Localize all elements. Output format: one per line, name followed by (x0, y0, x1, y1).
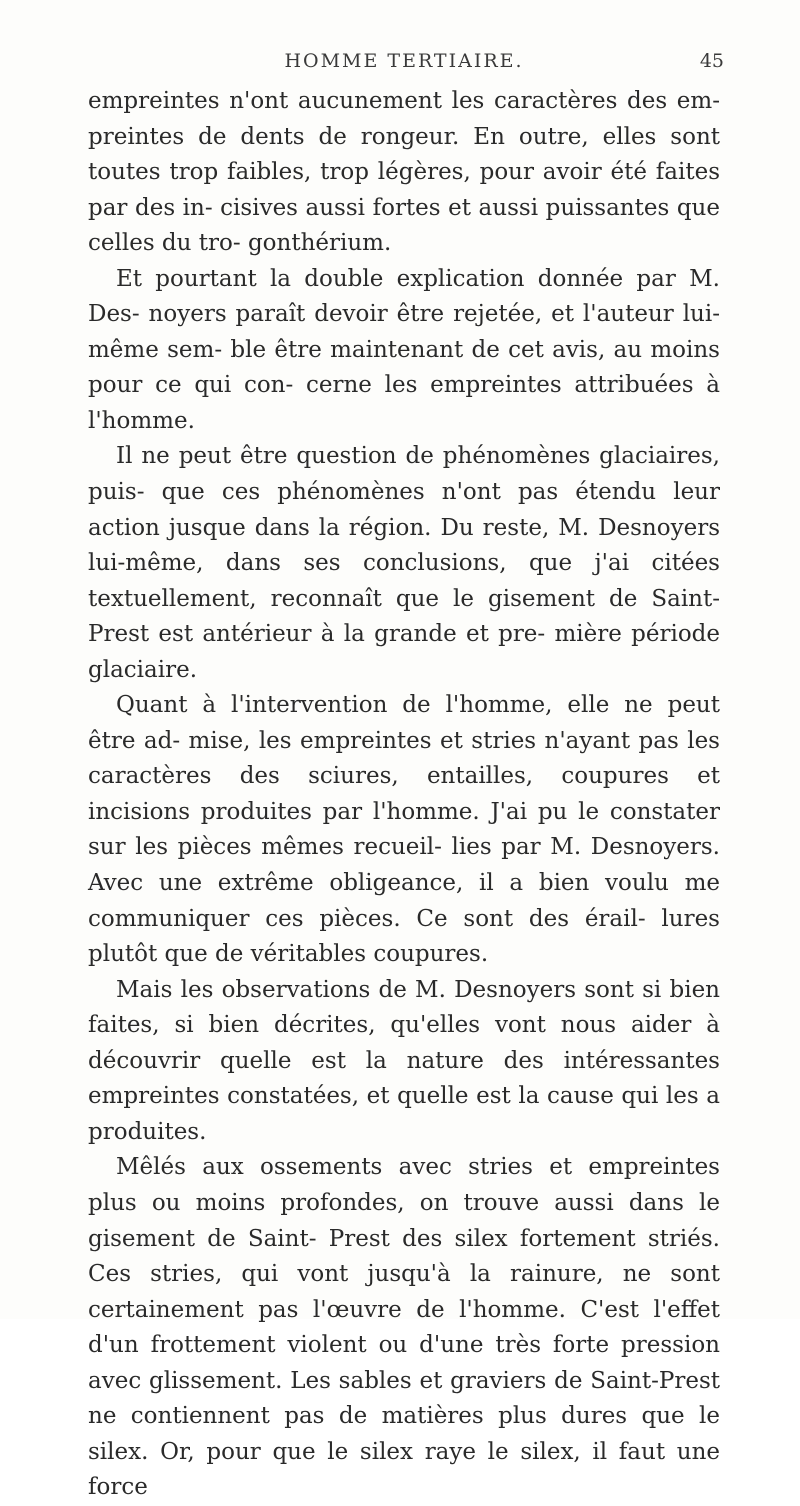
paragraph-3: Il ne peut être question de phénomènes glaciaires, puis- que ces phénomènes n'ont pas étendu leur action jusque dans la région. Du reste, M. Desnoyers lui-même, dans ses conclusions, que j'ai citées textuellement, reconnaît que le gisement de Saint-Prest est antérieur à la grande et pre- mière période glaciaire. (88, 443, 720, 683)
body-text (88, 84, 720, 1506)
paragraph-5: Mais les observations de M. Desnoyers sont si bien faites, si bien décrites, qu'elles vont nous aider à découvrir quelle est la nature des intéressantes empreintes constatées, et quelle est la cause qui les a produites. (88, 976, 720, 1145)
page-number: 45 (699, 50, 724, 72)
paragraph-2: Et pourtant la double explication donnée par M. Des- noyers paraît devoir être rejetée, et l'auteur lui-même sem- ble être maintenant de cet avis, au moins pour ce qui con- cerne les empreintes attribuées à l'homme. (88, 265, 720, 434)
running-header (88, 50, 724, 80)
paragraph-1: empreintes n'ont aucunement les caractères des em- preintes de dents de rongeur. En outre, elles sont toutes trop faibles, trop légères, pour avoir été faites par des in- cisives aussi fortes et aussi puissantes que celles du tro- gonthérium. (88, 88, 720, 257)
running-title: HOMME TERTIAIRE. (284, 50, 524, 72)
paragraph-4: Quant à l'intervention de l'homme, elle ne peut être ad- mise, les empreintes et stries n'ayant pas les caractères des sciures, entailles, coupures et incisions produites par l'homme. J'ai pu le constater sur les pièces mêmes recueil- lies par M. Desnoyers. Avec une extrême obligeance, il a bien voulu me communiquer ces pièces. Ce sont des érail- lures plutôt que de véritables coupures. (88, 692, 720, 968)
paragraph-6: Mêlés aux ossements avec stries et empreintes plus ou moins profondes, on trouve aussi dans le gisement de Saint- Prest des silex fortement striés. Ces stries, qui vont jusqu'à la rainure, ne sont certainement pas l'œuvre de l'homme. C'est l'effet d'un frottement violent ou d'une très forte pression avec glissement. Les sables et graviers de Saint-Prest ne contiennent pas de matières plus dures que le silex. Or, pour que le silex raye le silex, il faut une force (88, 1154, 720, 1501)
